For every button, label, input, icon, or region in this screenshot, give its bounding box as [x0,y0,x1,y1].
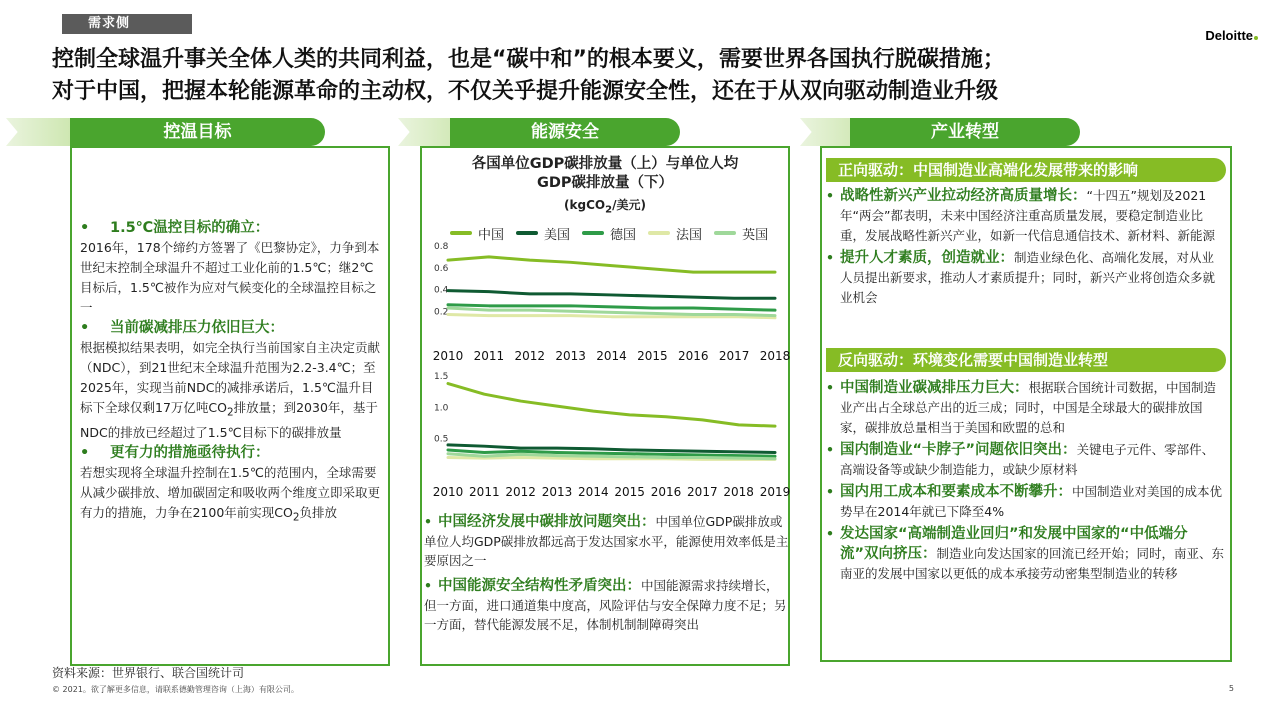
bullet-title: • 更有力的措施亟待执行： [80,444,270,461]
copyright: © 2021。欲了解更多信息，请联系德勤管理咨询（上海）有限公司。 [52,685,299,694]
x-tick-label: 2015 [637,349,668,363]
headline [52,44,1252,108]
list-item: • 战略性新兴产业拉动经济高质量增长：“十四五”规划及2021年“两会”都表明，未来中国经济注重高质量发展，要稳定制造业比重，发展战略性新兴产业，如新一代信息通信技术、新材料、新能源 [826,188,1216,243]
series-line-美国 [448,291,775,299]
legend-swatch [648,231,670,235]
series-line-中国 [448,257,775,272]
legend-swatch [516,231,538,235]
bullet-text: 2016年，178个缔约方签署了《巴黎协定》，力争到本世纪末控制全球温升不超过工业化前的1.5℃；继2℃目标后，1.5℃被作为应对气候变化的全球温控目标之一 [80,240,380,315]
legend-swatch [714,231,736,235]
legend-label: 英国 [742,227,769,243]
page-number: 5 [1228,684,1234,693]
x-tick-label: 2013 [555,349,586,363]
legend-label: 美国 [544,227,571,243]
bullet-text: 根据模拟结果表明，如完全执行当前国家自主决定贡献（NDC），到21世纪末全球温升范围为2.2-3.4℃；至2025年，实现当前NDC的减排承诺后，1.5℃温升目标下全球仅剩17万亿吨$CO_2$排放量；到2030年，基于NDC的排放已经超过了1.5℃目标下的碳排放量 [80,340,381,440]
deloitte-logo: Deloitte [1205,28,1258,43]
list-item: • 提升人才素质，创造就业：制造业绿色化、高端化发展，对从业人员提出新要求，推动人才素质提升；同时，新兴产业将创造众多就业机会 [826,250,1216,305]
list-item: • 中国能源安全结构性矛盾突出：中国能源需求持续增长，但一方面，进口通道集中度高，风险评估与安全保障力度不足；另一方面，替代能源发展不足，体制机制制障碍突出 [424,578,787,632]
energy-text [424,512,790,640]
x-tick-label: 2011 [469,485,500,499]
forward-list [826,186,1226,310]
line-charts [420,238,790,506]
column-header-energy: 能源安全 [450,118,680,146]
chart-subtitle: (kgCO$_2$/美元) [564,198,646,216]
y-tick-label: 0.6 [434,263,449,274]
series-line-中国 [448,384,775,427]
x-tick-label: 2017 [687,485,718,499]
y-tick-label: 0.4 [434,285,449,296]
x-tick-label: 2011 [473,349,505,363]
list-item: • 国内制造业“卡脖子”问题依旧突出：关键电子元件、零部件、高端设备等或缺少制造能力，或缺少原材料 [826,442,1215,477]
column-header-temperature: 控温目标 [70,118,325,146]
chart-title: 各国单位GDP碳排放量（上）与单位人均 GDP碳排放量（下） [471,156,739,191]
legend-label: 德国 [610,227,637,243]
x-tick-label: 2012 [514,349,546,363]
reverse-list [826,378,1226,586]
list-item: • 中国经济发展中碳排放问题突出：中国单位GDP碳排放或单位人均GDP碳排放都远高于发达国家水平，能源使用效率低是主要原因之一 [424,514,789,568]
temperature-body [80,218,385,527]
legend-label: 中国 [478,227,505,243]
y-tick-label: 1.5 [434,372,449,382]
x-tick-label: 2018 [759,349,790,363]
x-tick-label: 2010 [432,485,464,499]
y-tick-label: 0.8 [434,242,449,252]
y-tick-label: 0.5 [434,434,449,445]
bullet-title: • 1.5℃温控目标的确立： [80,220,270,236]
source-note: 资料来源：世界银行、联合国统计司 [52,666,245,680]
x-tick-label: 2017 [718,349,750,363]
subheader-forward: 正向驱动：中国制造业高端化发展带来的影响 [826,158,1226,182]
x-tick-label: 2010 [432,349,464,363]
list-item: • 发达国家“高端制造业回归”和发展中国家的“中低端分流”双向挤压：制造业向发达国家的回流已经开始；同时，南亚、东南亚的发展中国家以更低的成本承接劳动密集型制造业的转移 [826,526,1225,581]
logo-dot [1254,36,1258,40]
headline-line-2: 对于中国，把握本轮能源革命的主动权，不仅关乎提升能源安全性，还在于从双向驱动制造业升级 [52,79,999,104]
x-tick-label: 2016 [677,349,709,363]
x-tick-label: 2015 [614,485,645,499]
y-tick-label: 1.0 [434,403,449,414]
x-tick-label: 2014 [596,349,627,363]
list-item: • 国内用工成本和要素成本不断攀升：中国制造业对美国的成本优势早在2014年就已下降至4% [826,484,1223,519]
legend-swatch [582,231,604,235]
x-tick-label: 2019 [759,485,790,499]
section-tag: 需求侧 [62,14,192,34]
subheader-reverse: 反向驱动：环境变化需要中国制造业转型 [826,348,1226,372]
legend-label: 法国 [676,227,703,243]
column-header-industry: 产业转型 [850,118,1080,146]
x-tick-label: 2012 [505,485,536,499]
x-tick-label: 2018 [723,485,754,499]
list-item: • 中国制造业碳减排压力巨大：根据联合国统计司数据，中国制造业产出占全球总产出的近三成；同时，中国是全球最大的碳排放国家，碳排放总量相当于美国和欧盟的总和 [826,380,1217,435]
bullet-title: • 当前碳减排压力依旧巨大： [80,320,284,336]
legend-swatch [450,231,472,235]
x-tick-label: 2013 [541,485,573,499]
y-tick-label: 0.2 [434,307,449,318]
x-tick-label: 2014 [578,485,609,499]
headline-line-1: 控制全球温升事关全体人类的共同利益，也是“碳中和”的根本要义，需要世界各国执行脱碳措施； [52,47,1005,72]
bullet-text: 若想实现将全球温升控制在1.5℃的范围内，全球需要从减少碳排放、增加碳固定和吸收两个维度立即采取更有力的措施，力争在2100年前实现$CO_2$负排放 [80,464,381,523]
x-tick-label: 2016 [650,485,682,499]
